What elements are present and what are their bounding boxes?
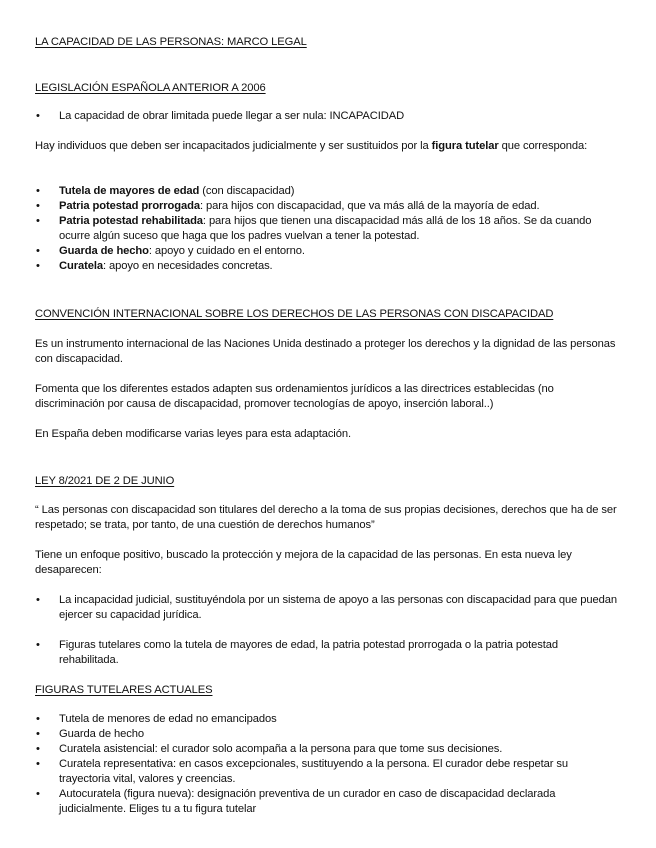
list-item: • Curatela representativa: en casos excepcionales, sustituyendo a la persona. El curador debe respetar su trayectoria vital, valores y creencias. bbox=[35, 757, 619, 787]
paragraph-convencion-2: Fomenta que los diferentes estados adapten sus ordenamientos jurídicos a las directrices establecidas (no discriminación por causa de discapacidad, promover tecnologías de apoyo, inserción laboral..) bbox=[35, 383, 554, 410]
list-item: • Figuras tutelares como la tutela de mayores de edad, la patria potestad prorrogada o la patria potestad rehabilitada. bbox=[35, 638, 619, 668]
paragraph-intro-figura-tutelar: Hay individuos que deben ser incapacitados judicialmente y ser sustituidos por la figura tutelar que corresponda: bbox=[35, 140, 588, 152]
list-item: • Tutela de mayores de edad (con discapacidad) bbox=[35, 184, 619, 199]
list-item: • La incapacidad judicial, sustituyéndola por un sistema de apoyo a las personas con discapacidad para que puedan ejercer su capacidad jurídica. bbox=[35, 593, 619, 623]
list-item: • Tutela de menores de edad no emancipados bbox=[35, 712, 619, 727]
list-item: • Autocuratela (figura nueva): designación preventiva de un curador en caso de discapacidad declarada judicialmente. Eliges tu a tu figura tutelar bbox=[35, 787, 619, 817]
section-heading-ley: LEY 8/2021 DE 2 DE JUNIO bbox=[35, 475, 175, 487]
list-item: • Patria potestad rehabilitada: para hijos que tienen una discapacidad más allá de los 18 años. Se da cuando ocurre algún suceso que haga que los padres vuelvan a tener la potestad. bbox=[35, 214, 619, 244]
document-title: LA CAPACIDAD DE LAS PERSONAS: MARCO LEGAL bbox=[35, 36, 307, 48]
desaparecen-list bbox=[35, 593, 619, 668]
figura-tutelar-bold: figura tutelar bbox=[431, 140, 499, 152]
list-item: • Patria potestad prorrogada: para hijos con discapacidad, que va más allá de la mayoría de edad. bbox=[35, 199, 619, 214]
paragraph-convencion-3: En España deben modificarse varias leyes para esta adaptación. bbox=[35, 428, 351, 440]
list-item: • La capacidad de obrar limitada puede llegar a ser nula: INCAPACIDAD bbox=[35, 109, 619, 124]
section-heading-figuras: FIGURAS TUTELARES ACTUALES bbox=[35, 684, 213, 696]
figuras-anteriores-list bbox=[35, 184, 619, 274]
section-heading-convencion: CONVENCIÓN INTERNACIONAL SOBRE LOS DERECHOS DE LAS PERSONAS CON DISCAPACIDAD bbox=[35, 308, 554, 320]
list-item: • Curatela asistencial: el curador solo acompaña a la persona para que tome sus decisiones. bbox=[35, 742, 619, 757]
section-heading-legislacion: LEGISLACIÓN ESPAÑOLA ANTERIOR A 2006 bbox=[35, 82, 266, 94]
ley-quote: “ Las personas con discapacidad son titulares del derecho a la toma de sus propias decisiones, derechos que ha de ser respetado; se trata, por tanto, de una cuestión de derechos humanos” bbox=[35, 504, 617, 531]
list-item: • Curatela: apoyo en necesidades concretas. bbox=[35, 259, 619, 274]
incapacidad-bullet-list bbox=[35, 109, 619, 124]
paragraph-convencion-1: Es un instrumento internacional de las Naciones Unida destinado a proteger los derechos y la dignidad de las personas con discapacidad. bbox=[35, 338, 616, 365]
list-item: • Guarda de hecho bbox=[35, 727, 619, 742]
list-item: • Guarda de hecho: apoyo y cuidado en el entorno. bbox=[35, 244, 619, 259]
figuras-actuales-list bbox=[35, 712, 619, 817]
paragraph-ley-enfoque: Tiene un enfoque positivo, buscado la protección y mejora de la capacidad de las personas. En esta nueva ley desaparecen: bbox=[35, 549, 572, 576]
